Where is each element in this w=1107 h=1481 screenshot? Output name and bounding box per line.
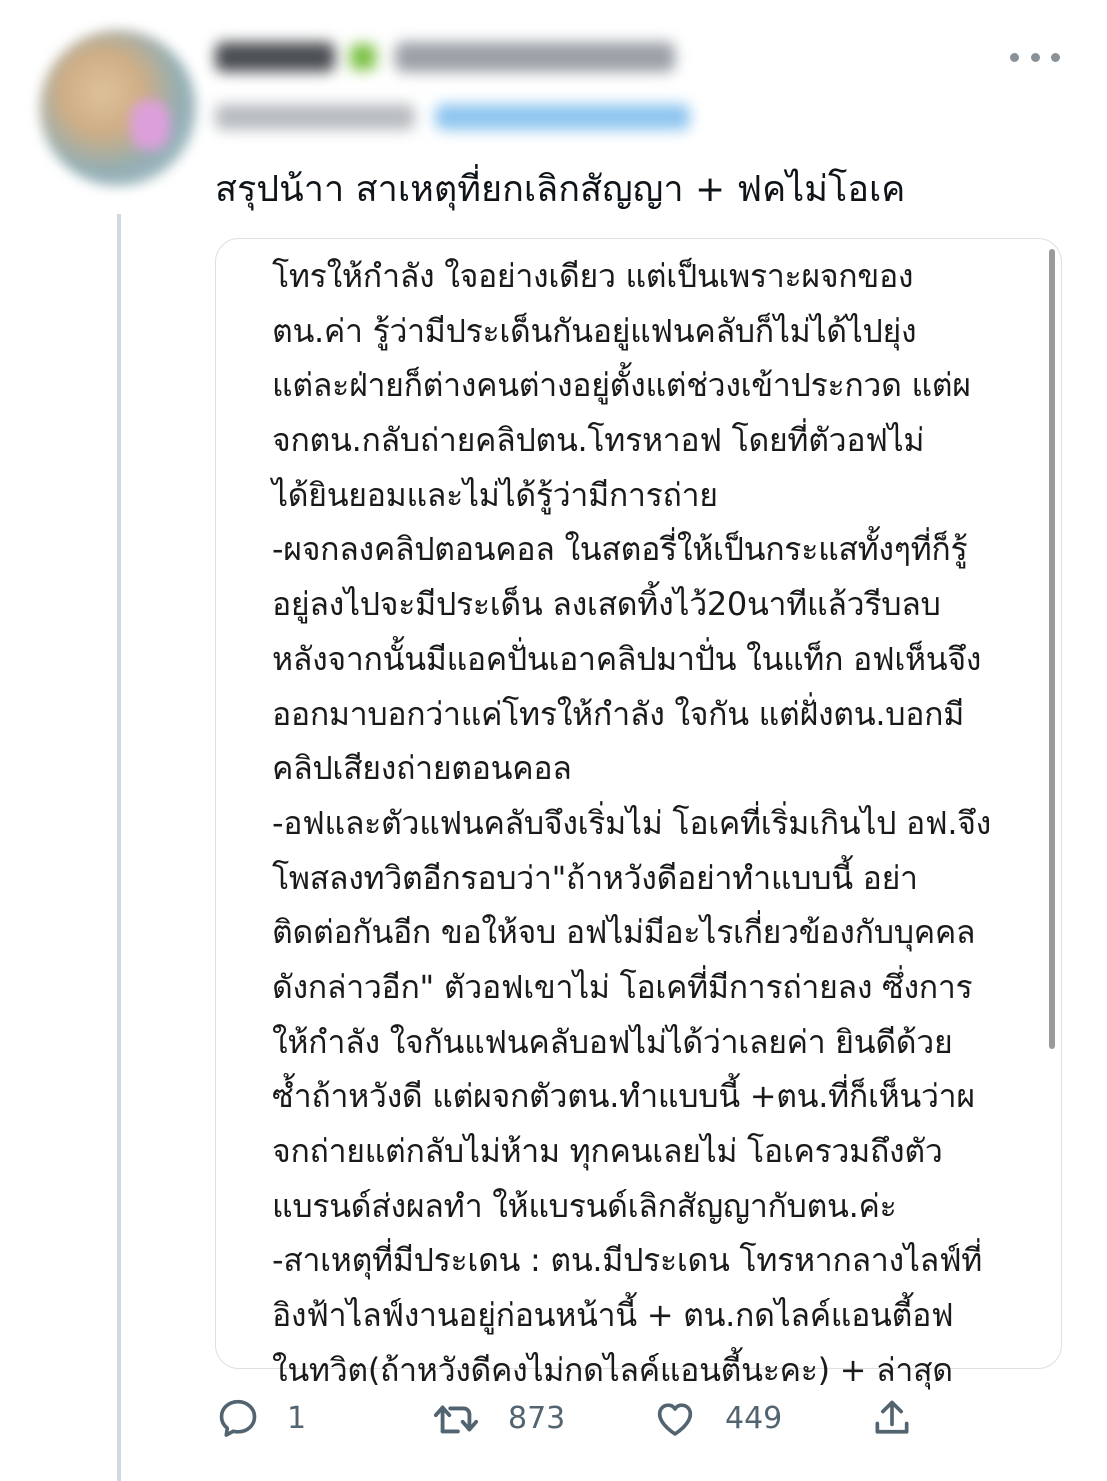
quoted-text-line: อิงฟ้าไลฟ์งานอยู่ก่อนหน้านี้ + ตน.กดไลค์แอนตี้อฟ — [272, 1296, 954, 1335]
quoted-text-line: แต่ละฝ่ายก็ต่างคนต่างอยู่ตั้งแต่ช่วงเข้าประกวด แต่ผ — [272, 366, 971, 405]
share-icon — [870, 1395, 914, 1441]
reply-button[interactable] — [215, 1390, 306, 1446]
quoted-text-line: ออกมาบอกว่าแค่โทรให้กำลัง ใจกัน แต่ฝั่งตน.บอกมี — [272, 694, 964, 733]
quoted-text-line: -อฟและตัวแฟนคลับจึงเริ่มไม่ โอเคที่เริ่มเกินไป อฟ.จึง — [272, 803, 991, 842]
quoted-text-line: -สาเหตุที่มีประเดน : ตน.มีประเดน โทรหากลางไลฟ์ที่ — [272, 1241, 983, 1280]
quoted-text-line: หลังจากนั้นมีแอคปั่นเอาคลิปมาปั่น ในแท็ก อฟเห็นจึง — [272, 639, 982, 678]
quoted-text-line: -ผจกลงคลิปตอนคอล ในสตอรี่ให้เป็นกระแสทั้งๆที่ก็รู้ — [272, 530, 968, 569]
quoted-text-line: ให้กำลัง ใจกันแฟนคลับอฟไม่ได้ว่าเลยค่า ยินดีด้วย — [272, 1022, 953, 1061]
quoted-text-line: คลิปเสียงถ่ายตอนคอล — [272, 749, 572, 788]
quoted-text-block — [272, 249, 1032, 1397]
quoted-text-line: ตน.ค่า รู้ว่ามีประเด็นกันอยู่แฟนคลับก็ไม่ได้ไปยุ่ง — [272, 311, 917, 350]
avatar[interactable] — [40, 30, 196, 186]
retweet-button[interactable] — [430, 1390, 565, 1446]
quoted-text-line: ได้ยินยอมและไม่ได้รู้ว่ามีการถ่าย — [272, 475, 718, 514]
thread-line — [117, 214, 121, 1481]
scrollbar[interactable] — [1049, 249, 1055, 1049]
quoted-image-card[interactable] — [215, 238, 1062, 1389]
reply-count: 1 — [287, 1400, 307, 1436]
author-handle-blurred[interactable] — [215, 98, 695, 138]
author-name-blurred[interactable] — [215, 36, 675, 80]
more-horizontal-icon[interactable] — [1010, 44, 1060, 70]
quoted-text-line: อยู่ลงไปจะมีประเด็น ลงเสดทิ้งไว้20นาทีแล้วรีบลบ — [272, 585, 941, 624]
like-button[interactable] — [651, 1390, 782, 1446]
retweet-icon — [430, 1395, 482, 1441]
quoted-text-line: ติดต่อกันอีก ขอให้จบ อฟไม่มีอะไรเกี่ยวข้องกับบุคคล — [272, 913, 976, 952]
quoted-text-line: จกถ่ายแต่กลับไม่ห้าม ทุกคนเลยไม่ โอเครวมถึงตัว — [272, 1132, 943, 1170]
quoted-text-line: ในทวิต(ถ้าหวังดีคงไม่กดไลค์แอนตี้นะคะ) + ล่าสุด — [272, 1350, 953, 1389]
like-icon — [651, 1395, 699, 1441]
quoted-text-line: โพสลงทวิตอีกรอบว่า"ถ้าหวังดีอย่าทำแบบนี้ อย่า — [272, 858, 918, 897]
retweet-count: 873 — [508, 1400, 566, 1436]
quoted-text-line: ดังกล่าวอีก" ตัวอฟเขาไม่ โอเคที่มีการถ่ายลง ซึ่งการ — [272, 967, 973, 1006]
quoted-text-line: โทรให้กำลัง ใจอย่างเดียว แต่เป็นเพราะผจกของ — [272, 257, 914, 295]
quoted-text-line: ซ้ำถ้าหวังดี แต่ผจกตัวตน.ทำแบบนี้ +ตน.ที่ก็เห็นว่าผ — [272, 1077, 975, 1116]
quoted-text-line: แบรนด์ส่งผลทำ ให้แบรนด์เลิกสัญญากับตน.ค่ะ — [272, 1186, 897, 1225]
tweet-text: สรุปน้าา สาเหตุที่ยกเลิกสัญญา + ฟคไม่โอเค — [215, 169, 906, 210]
action-bar — [215, 1390, 915, 1446]
reply-icon — [215, 1395, 261, 1441]
like-count: 449 — [725, 1400, 783, 1436]
share-button[interactable] — [870, 1390, 914, 1446]
quoted-text-line: จกตน.กลับถ่ายคลิปตน.โทรหาอฟ โดยที่ตัวอฟไม่ — [272, 421, 925, 460]
